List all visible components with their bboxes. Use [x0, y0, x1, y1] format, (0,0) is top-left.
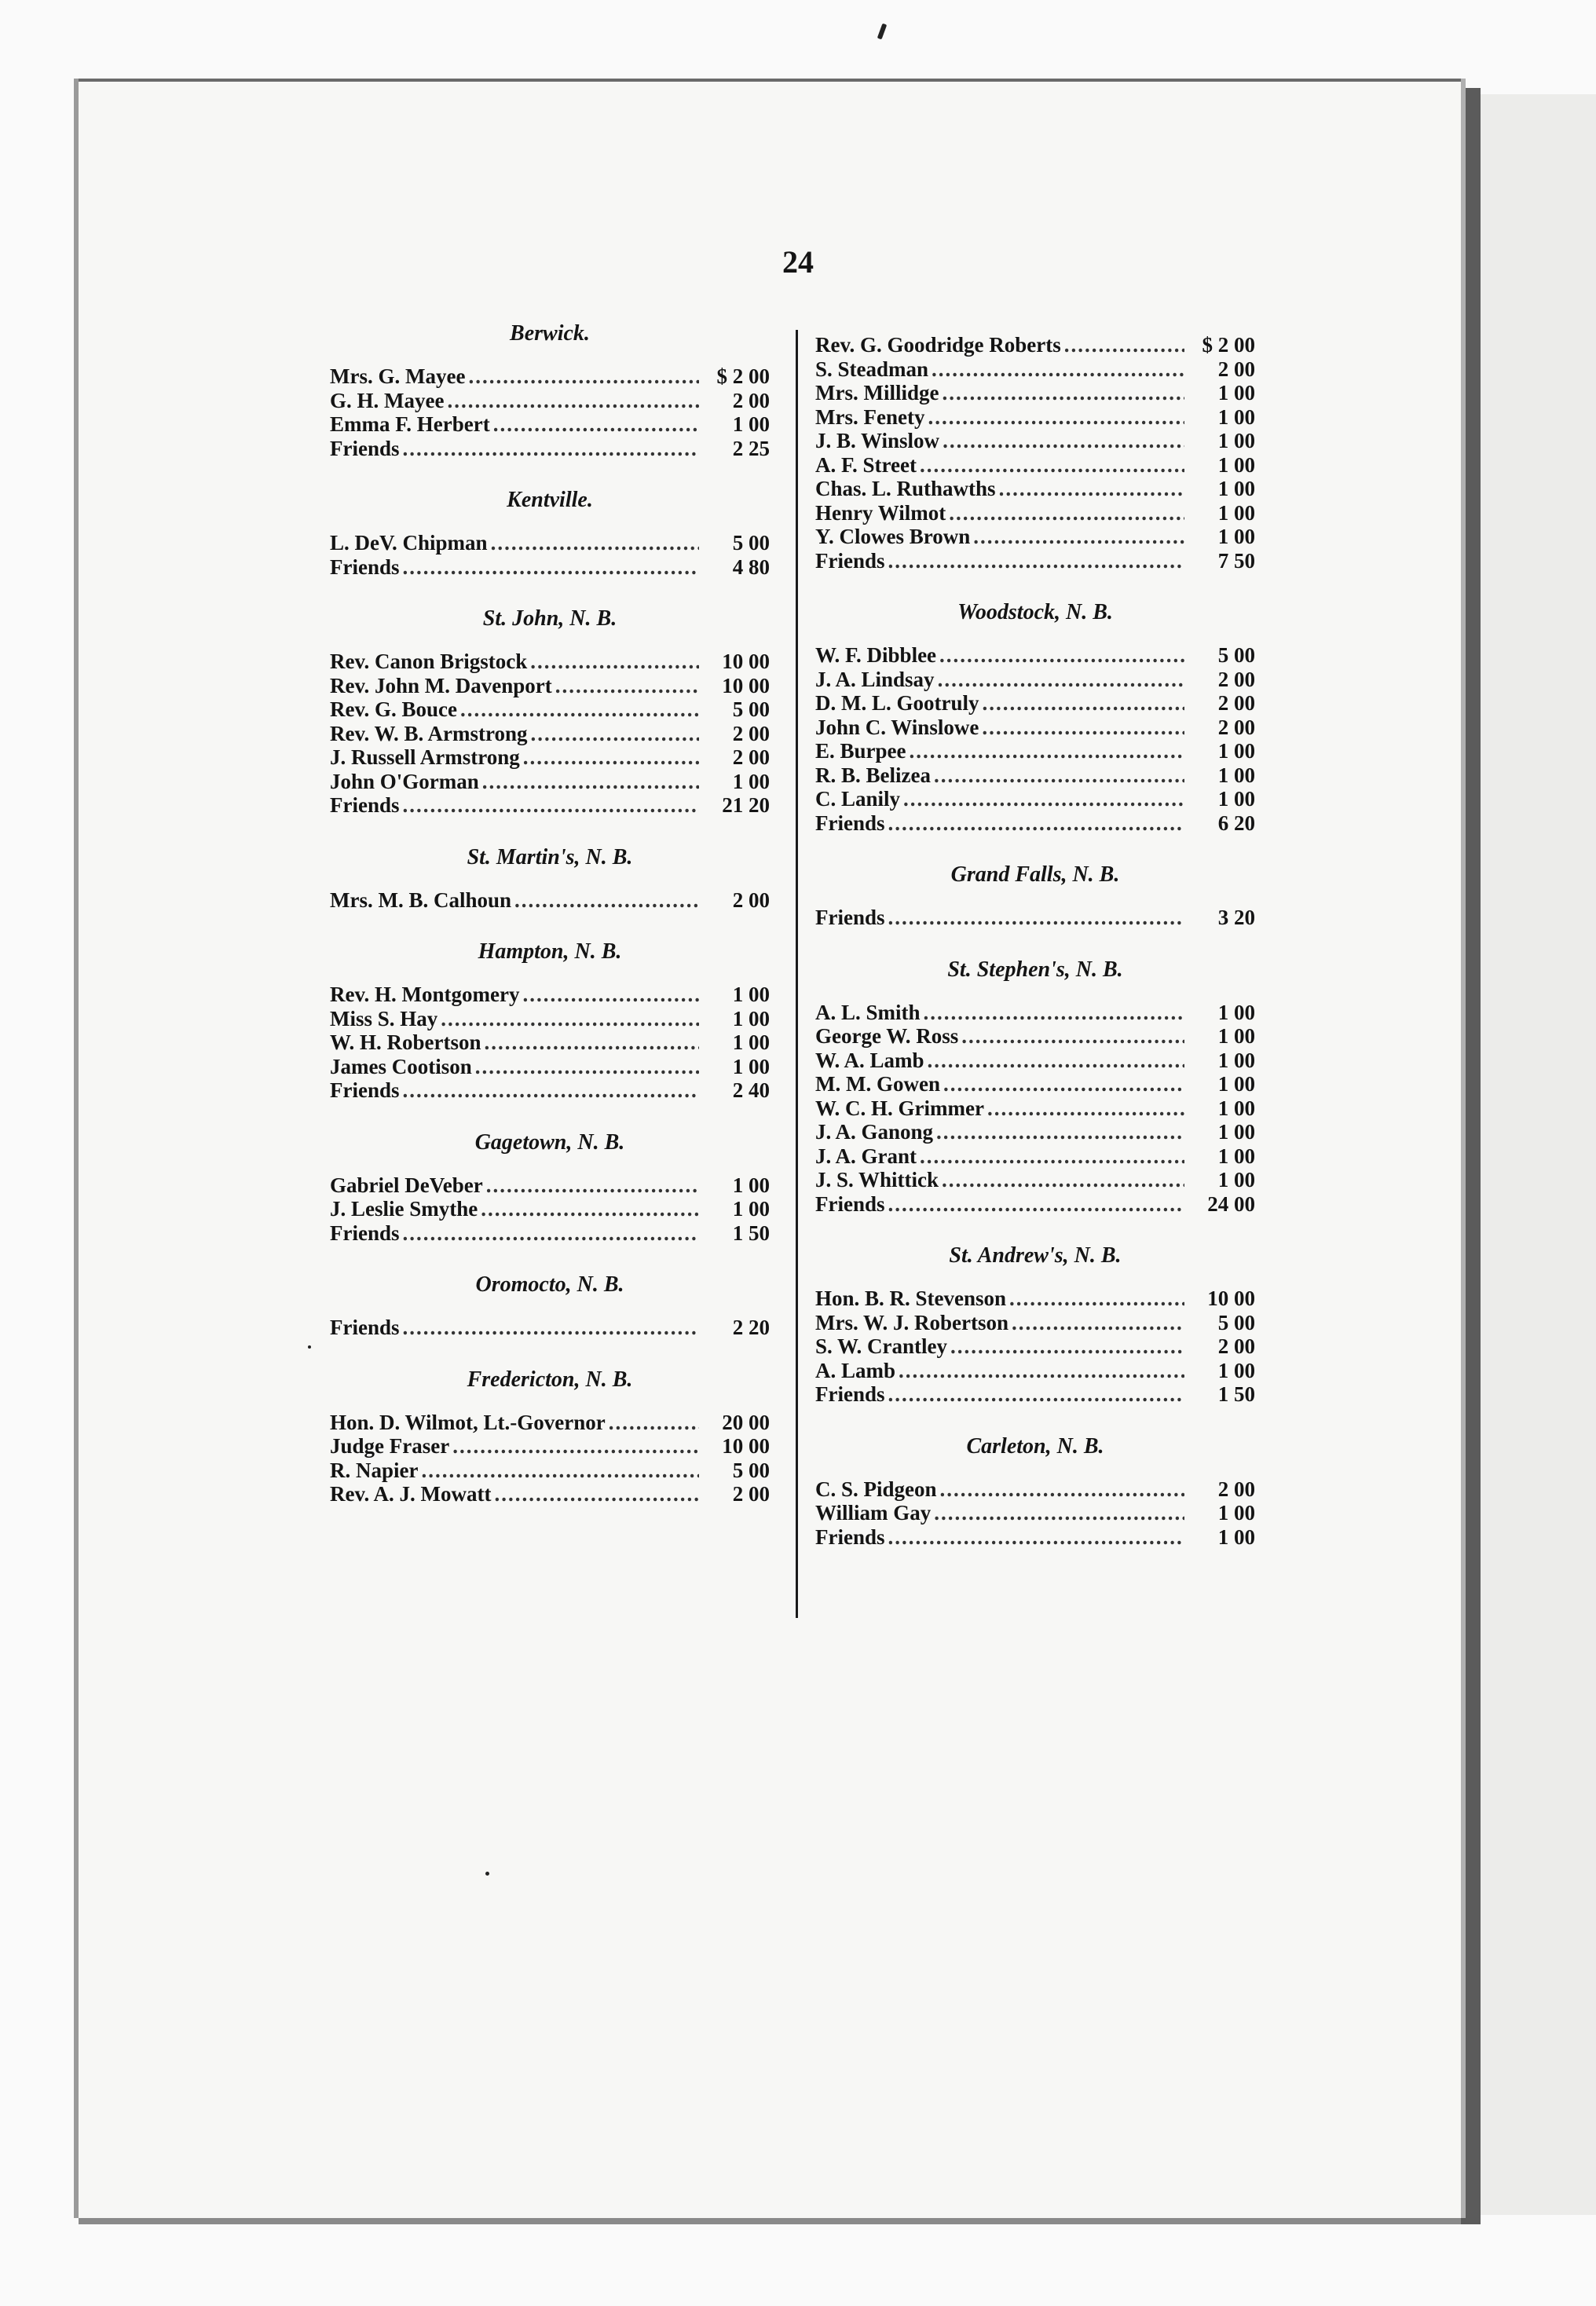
- contributor-name: D. M. L. Gootruly: [815, 691, 979, 715]
- contribution-amount: 1 50: [732, 1221, 770, 1245]
- contribution-row: [815, 739, 1255, 763]
- contributor-name: S. Steadman: [815, 357, 929, 381]
- section-st-stephen-s-n-b: [815, 958, 1255, 1217]
- dot-leader: [920, 1144, 1184, 1168]
- contribution-row: [330, 1482, 770, 1506]
- contribution-row: [330, 1030, 770, 1055]
- contribution-row: [815, 1024, 1255, 1049]
- contribution-row: [815, 906, 1255, 930]
- dot-leader: [982, 716, 1184, 739]
- contributor-name: Mrs. Fenety: [815, 404, 925, 429]
- dot-leader: [949, 501, 1184, 525]
- contribution-amount: 2 00: [1217, 667, 1255, 691]
- section-st-john-n-b: [330, 607, 770, 818]
- section-title: Berwick.: [510, 321, 590, 346]
- contribution-row: [330, 1078, 770, 1103]
- section-st-andrew-s-n-b: [815, 1244, 1255, 1407]
- section-gagetown-n-b: [330, 1131, 770, 1246]
- contribution-row: [815, 1501, 1255, 1525]
- contribution-amount: 1 00: [732, 769, 770, 793]
- contribution-amount: 10 00: [1207, 1287, 1255, 1310]
- contribution-row: [815, 1382, 1255, 1407]
- contribution-amount: 1 00: [1217, 1048, 1255, 1072]
- contribution-row: [815, 1168, 1255, 1192]
- contribution-amount: 2 00: [732, 1482, 770, 1506]
- dot-leader: [514, 888, 699, 912]
- dot-leader: [485, 1030, 699, 1054]
- contributor-name: Y. Clowes Brown: [815, 525, 971, 548]
- contributor-name: Emma F. Herbert: [330, 412, 490, 436]
- contributor-name: L. DeV. Chipman: [330, 531, 488, 555]
- section-st-martin-s-n-b: [330, 846, 770, 913]
- contribution-amount: 2 00: [732, 388, 770, 412]
- contribution-row: [815, 357, 1255, 382]
- section-oromocto-n-b: [330, 1273, 770, 1340]
- contribution-amount: 2 20: [732, 1316, 770, 1339]
- section-title: Hampton, N. B.: [478, 939, 622, 964]
- contribution-amount: 7 50: [1217, 548, 1255, 573]
- contribution-row: [815, 1192, 1255, 1217]
- contribution-amount: 3 20: [1217, 906, 1255, 929]
- section-title: Fredericton, N. B.: [467, 1367, 633, 1392]
- dot-leader: [447, 389, 699, 412]
- contribution-row: [815, 1287, 1255, 1311]
- contributor-name: A. L. Smith: [815, 1000, 921, 1024]
- contributor-name: J. A. Grant: [815, 1144, 917, 1168]
- contribution-row: [815, 1334, 1255, 1359]
- contribution-row: [330, 1459, 770, 1483]
- contribution-amount: 2 00: [732, 721, 770, 745]
- contribution-row: [330, 1007, 770, 1031]
- contribution-amount: 1 00: [1217, 1000, 1255, 1024]
- contribution-amount: 1 00: [1217, 1072, 1255, 1096]
- dot-leader: [910, 739, 1184, 763]
- contribution-row: [815, 1311, 1255, 1335]
- contribution-amount: 2 00: [1217, 691, 1255, 715]
- dot-leader: [924, 1001, 1184, 1024]
- section-title: Kentville.: [507, 488, 593, 512]
- contribution-row: [815, 1001, 1255, 1025]
- section-continued: [815, 333, 1255, 573]
- contribution-amount: 1 00: [1217, 1525, 1255, 1549]
- dot-leader: [942, 1168, 1184, 1191]
- contributor-name: Gabriel DeVeber: [330, 1173, 483, 1197]
- contribution-amount: 10 00: [722, 650, 770, 673]
- contribution-amount: 2 00: [1217, 357, 1255, 381]
- contribution-amount: 1 00: [732, 1054, 770, 1078]
- contributor-name: Rev. Canon Brigstock: [330, 650, 528, 673]
- dot-leader: [452, 1434, 699, 1458]
- right-column: [815, 333, 1255, 1577]
- contributor-name: W. A. Lamb: [815, 1048, 924, 1072]
- dot-leader: [493, 412, 699, 436]
- contributor-name: J. Russell Armstrong: [330, 745, 520, 769]
- contributor-name: Friends: [330, 1316, 400, 1339]
- contributor-name: C. S. Pidgeon: [815, 1477, 937, 1501]
- contribution-row: [330, 1221, 770, 1246]
- dot-leader: [899, 1359, 1184, 1382]
- contribution-row: [330, 888, 770, 913]
- section-title: Woodstock, N. B.: [957, 600, 1113, 624]
- contribution-row: [330, 1316, 770, 1340]
- contributor-name: Friends: [330, 1078, 400, 1102]
- next-page-edge: [1481, 94, 1596, 2215]
- section-title: St. Andrew's, N. B.: [949, 1243, 1122, 1268]
- contributor-name: John C. Winslowe: [815, 715, 979, 739]
- contributor-name: John O'Gorman: [330, 769, 479, 793]
- contributor-name: Friends: [330, 793, 400, 817]
- contribution-row: [330, 983, 770, 1007]
- dot-leader: [555, 674, 699, 697]
- contribution-amount: 1 00: [1217, 1168, 1255, 1191]
- dot-leader: [441, 1007, 699, 1030]
- section-title: St. Stephen's, N. B.: [947, 957, 1123, 982]
- contributor-name: Henry Wilmot: [815, 500, 946, 525]
- contribution-amount: 1 00: [732, 1197, 770, 1221]
- contribution-amount: 1 00: [1217, 500, 1255, 525]
- contribution-row: [815, 501, 1255, 525]
- contribution-amount: 1 00: [1217, 763, 1255, 787]
- contributor-name: George W. Ross: [815, 1024, 959, 1048]
- contribution-amount: $ 2 00: [716, 364, 770, 388]
- contribution-row: [815, 811, 1255, 836]
- contribution-amount: 1 00: [1217, 787, 1255, 811]
- dot-leader: [888, 549, 1184, 573]
- contribution-row: [815, 763, 1255, 788]
- contributor-name: Hon. D. Wilmot, Lt.-Governor: [330, 1410, 606, 1434]
- dot-leader: [403, 1221, 699, 1245]
- contribution-amount: 1 00: [1217, 1144, 1255, 1168]
- contribution-row: [815, 691, 1255, 716]
- section-fredericton-n-b: [330, 1368, 770, 1506]
- dot-leader: [1012, 1311, 1184, 1334]
- contribution-amount: 2 00: [1217, 1477, 1255, 1501]
- contributor-name: S. W. Crantley: [815, 1334, 948, 1358]
- contribution-row: [330, 1173, 770, 1198]
- contributor-name: G. H. Mayee: [330, 388, 445, 412]
- contribution-amount: 5 00: [1217, 1310, 1255, 1334]
- contribution-row: [330, 437, 770, 461]
- dot-leader: [939, 643, 1184, 667]
- contribution-row: [330, 555, 770, 580]
- contribution-row: [815, 429, 1255, 453]
- contribution-amount: 2 00: [1217, 1334, 1255, 1358]
- contribution-amount: 2 00: [732, 888, 770, 912]
- section-title: Carleton, N. B.: [966, 1433, 1104, 1459]
- contribution-row: [815, 787, 1255, 811]
- dot-leader: [609, 1411, 699, 1434]
- contributor-name: Rev. W. B. Armstrong: [330, 721, 528, 745]
- contributor-name: William Gay: [815, 1501, 932, 1525]
- contribution-row: [815, 1359, 1255, 1383]
- contribution-row: [330, 389, 770, 413]
- contribution-amount: 1 00: [1217, 452, 1255, 477]
- dot-leader: [481, 1197, 699, 1221]
- contribution-row: [815, 453, 1255, 478]
- contribution-row: [815, 1144, 1255, 1169]
- section-berwick: [330, 322, 770, 460]
- contributor-name: Judge Fraser: [330, 1434, 450, 1458]
- section-title: Gagetown, N. B.: [474, 1129, 625, 1155]
- contribution-amount: 6 20: [1217, 811, 1255, 835]
- contribution-row: [815, 1525, 1255, 1550]
- contribution-row: [330, 650, 770, 674]
- contributor-name: Friends: [815, 811, 885, 835]
- contributor-name: W. C. H. Grimmer: [815, 1096, 984, 1120]
- dot-leader: [403, 793, 699, 817]
- dot-leader: [494, 1482, 699, 1506]
- contribution-amount: 1 00: [1217, 381, 1255, 404]
- contributor-name: Mrs. G. Mayee: [330, 364, 466, 388]
- contribution-amount: 21 20: [722, 793, 770, 817]
- contribution-amount: 1 00: [1217, 739, 1255, 763]
- contribution-row: [815, 668, 1255, 692]
- page-number: 24: [782, 244, 814, 280]
- column-divider: [796, 330, 798, 1618]
- contributor-name: Friends: [815, 906, 885, 929]
- dot-leader: [486, 1173, 699, 1197]
- contribution-row: [815, 477, 1255, 501]
- dot-leader: [943, 1072, 1184, 1096]
- dot-leader: [940, 1477, 1184, 1501]
- scan-speck: [308, 1345, 311, 1349]
- contributor-name: Friends: [330, 436, 400, 460]
- contribution-row: [815, 643, 1255, 668]
- contribution-amount: 1 00: [1217, 1096, 1255, 1120]
- section-grand-falls-n-b: [815, 863, 1255, 930]
- contributor-name: Friends: [815, 1191, 885, 1216]
- dot-leader: [403, 1316, 699, 1339]
- dot-leader: [973, 525, 1184, 548]
- dot-leader: [928, 1049, 1184, 1072]
- contribution-amount: 2 00: [1217, 715, 1255, 739]
- dot-leader: [531, 722, 699, 745]
- contribution-amount: 5 00: [732, 1458, 770, 1482]
- section-hampton-n-b: [330, 940, 770, 1103]
- contribution-row: [815, 1096, 1255, 1121]
- contributor-name: Friends: [330, 1221, 400, 1245]
- dot-leader: [522, 983, 699, 1006]
- dot-leader: [1009, 1287, 1184, 1310]
- contributor-name: Rev. G. Bouce: [330, 697, 457, 721]
- contribution-amount: 1 50: [1217, 1382, 1255, 1406]
- contribution-amount: 2 00: [732, 745, 770, 769]
- contribution-amount: 1 00: [732, 1030, 770, 1054]
- dot-leader: [932, 357, 1184, 381]
- contributor-name: W. F. Dibblee: [815, 643, 937, 667]
- contribution-amount: 1 00: [1217, 1358, 1255, 1382]
- contribution-amount: 2 40: [732, 1078, 770, 1102]
- dot-leader: [403, 437, 699, 460]
- contribution-amount: 1 00: [1217, 1024, 1255, 1048]
- contribution-amount: 24 00: [1207, 1191, 1255, 1216]
- contribution-row: [815, 1120, 1255, 1144]
- dot-leader: [987, 1096, 1184, 1120]
- contributor-name: J. Leslie Smythe: [330, 1197, 478, 1221]
- contributor-name: J. B. Winslow: [815, 429, 940, 452]
- dot-leader: [421, 1459, 699, 1482]
- dot-leader: [888, 906, 1184, 929]
- contributor-name: C. Lanily: [815, 787, 901, 811]
- contributor-name: R. Napier: [330, 1458, 419, 1482]
- contribution-row: [815, 333, 1255, 357]
- contributor-name: W. H. Robertson: [330, 1030, 481, 1054]
- contribution-amount: $ 2 00: [1202, 333, 1255, 357]
- section-kentville: [330, 489, 770, 579]
- dot-leader: [482, 770, 699, 793]
- contribution-amount: 1 00: [1217, 404, 1255, 429]
- contribution-amount: 1 00: [1217, 477, 1255, 500]
- contributor-name: Friends: [815, 548, 885, 573]
- contribution-amount: 5 00: [1217, 643, 1255, 667]
- dot-leader: [403, 555, 699, 579]
- contribution-row: [330, 697, 770, 722]
- contribution-row: [330, 745, 770, 770]
- contribution-amount: 5 00: [732, 531, 770, 555]
- contribution-amount: 10 00: [722, 1434, 770, 1458]
- dot-leader: [475, 1055, 699, 1078]
- dot-leader: [523, 745, 699, 769]
- contribution-amount: 1 00: [1217, 429, 1255, 452]
- left-column: [330, 322, 770, 1535]
- contributor-name: Friends: [815, 1382, 885, 1406]
- dot-leader: [920, 453, 1184, 477]
- section-title: Grand Falls, N. B.: [950, 862, 1120, 887]
- contribution-amount: 10 00: [722, 673, 770, 697]
- contributor-name: Miss S. Hay: [330, 1006, 438, 1030]
- dot-leader: [468, 364, 699, 388]
- contributor-name: Mrs. W. J. Robertson: [815, 1310, 1009, 1334]
- contribution-row: [330, 674, 770, 698]
- contributor-name: M. M. Gowen: [815, 1072, 940, 1096]
- section-title: Oromocto, N. B.: [475, 1272, 624, 1297]
- contribution-row: [815, 1477, 1255, 1502]
- dot-leader: [934, 763, 1184, 787]
- contribution-row: [330, 1197, 770, 1221]
- contribution-amount: 1 00: [1217, 525, 1255, 548]
- contribution-amount: 2 25: [732, 436, 770, 460]
- section-title: St. Martin's, N. B.: [467, 844, 633, 869]
- contributor-name: Friends: [815, 1525, 885, 1549]
- dot-leader: [936, 1120, 1184, 1144]
- dot-leader: [491, 531, 699, 555]
- dot-leader: [934, 1501, 1184, 1525]
- contribution-amount: 4 80: [732, 555, 770, 579]
- contribution-amount: 20 00: [722, 1410, 770, 1434]
- contributor-name: Rev. John M. Davenport: [330, 673, 552, 697]
- contribution-row: [330, 770, 770, 794]
- contributor-name: E. Burpee: [815, 739, 906, 763]
- contributor-name: J. A. Ganong: [815, 1120, 934, 1144]
- contributor-name: Mrs. M. B. Calhoun: [330, 888, 512, 912]
- dot-leader: [950, 1334, 1184, 1358]
- dot-leader: [403, 1078, 699, 1102]
- dot-leader: [942, 381, 1184, 404]
- contribution-row: [815, 405, 1255, 430]
- contribution-row: [330, 1055, 770, 1079]
- contributor-name: Hon. B. R. Stevenson: [815, 1287, 1007, 1310]
- dot-leader: [928, 405, 1184, 429]
- dot-leader: [999, 477, 1184, 500]
- contribution-row: [330, 1434, 770, 1459]
- dot-leader: [888, 1382, 1184, 1406]
- contribution-amount: 1 00: [732, 983, 770, 1006]
- contributor-name: Chas. L. Ruthawths: [815, 477, 996, 500]
- contribution-row: [815, 1049, 1255, 1073]
- contributor-name: Friends: [330, 555, 400, 579]
- dot-leader: [530, 650, 699, 673]
- contribution-row: [815, 549, 1255, 573]
- contribution-amount: 5 00: [732, 697, 770, 721]
- contribution-amount: 1 00: [1217, 1120, 1255, 1144]
- dot-leader: [888, 1192, 1184, 1216]
- contributor-name: James Cootison: [330, 1054, 472, 1078]
- dot-leader: [938, 668, 1184, 691]
- contribution-row: [330, 364, 770, 389]
- contributor-name: J. S. Whittick: [815, 1168, 939, 1191]
- dot-leader: [943, 429, 1184, 452]
- scan-speck: [485, 1872, 489, 1876]
- contributor-name: Rev. H. Montgomery: [330, 983, 520, 1006]
- contribution-amount: 1 00: [732, 1173, 770, 1197]
- contributor-name: A. Lamb: [815, 1358, 896, 1382]
- contribution-row: [815, 381, 1255, 405]
- contribution-row: [815, 1072, 1255, 1096]
- contribution-row: [815, 716, 1255, 740]
- contribution-amount: 1 00: [732, 1006, 770, 1030]
- section-woodstock-n-b: [815, 601, 1255, 835]
- contribution-row: [330, 412, 770, 437]
- dot-leader: [1064, 333, 1184, 357]
- contribution-row: [330, 531, 770, 555]
- contribution-row: [815, 525, 1255, 549]
- contribution-row: [330, 722, 770, 746]
- contribution-amount: 1 00: [1217, 1501, 1255, 1525]
- contributor-name: Mrs. Millidge: [815, 381, 939, 404]
- dot-leader: [903, 787, 1184, 811]
- section-title: St. John, N. B.: [482, 606, 617, 631]
- dot-leader: [983, 691, 1185, 715]
- section-carleton-n-b: [815, 1435, 1255, 1550]
- contribution-amount: 1 00: [732, 412, 770, 436]
- contributor-name: Rev. A. J. Mowatt: [330, 1482, 492, 1506]
- dot-leader: [888, 1525, 1184, 1549]
- contribution-row: [330, 793, 770, 818]
- dot-leader: [888, 811, 1184, 835]
- contribution-row: [330, 1411, 770, 1435]
- contributor-name: Rev. G. Goodridge Roberts: [815, 333, 1061, 357]
- contributor-name: J. A. Lindsay: [815, 667, 935, 691]
- dot-leader: [460, 697, 699, 721]
- dot-leader: [961, 1024, 1184, 1048]
- contributor-name: A. F. Street: [815, 452, 917, 477]
- contributor-name: R. B. Belizea: [815, 763, 931, 787]
